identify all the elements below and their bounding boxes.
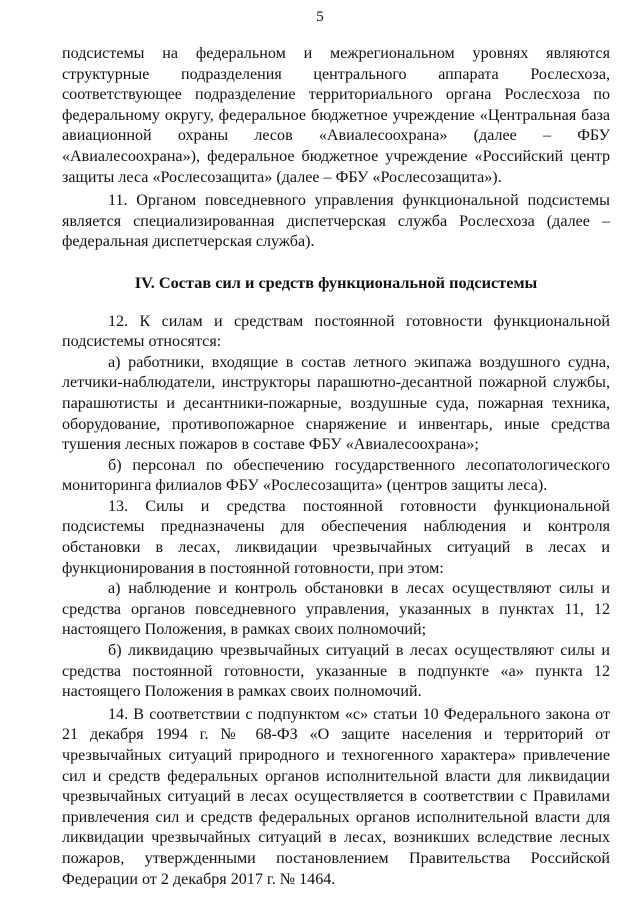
- paragraph-12-b: б) персонал по обеспечению государственного лесопатологического мониторинга филиалов ФБУ «Рослесозащита» (центров защиты леса).: [62, 456, 610, 495]
- page-number: 5: [316, 9, 324, 25]
- paragraph-12: 12. К силам и средствам постоянной готовности функциональной подсистемы относятся:: [62, 312, 610, 351]
- paragraph-11: 11. Органом повседневного управления функциональной подсистемы является специализированная диспетчерская служба Рослесхоза (далее – федеральная диспетчерская служба).: [62, 192, 610, 251]
- paragraph-10-continuation: подсистемы на федеральном и межрегиональном уровнях являются структурные подразделения центрального аппарата Рослесхоза, соответствующее подразделение территориального органа Рослесхоза по федеральному округу, федеральное бюджетное учреждение «Центральная база авиационной охраны лесов «Авиалесоохрана» (далее – ФБУ «Авиалесоохрана»), федеральное бюджетное учреждение «Российский центр защиты леса «Рослесозащита» (далее – ФБУ «Рослесозащита»).: [62, 45, 610, 186]
- paragraph-13-a: а) наблюдение и контроль обстановки в лесах осуществляют силы и средства органов повседневного управления, указанных в пунктах 11, 12 настоящего Положения, в рамках своих полномочий;: [62, 580, 610, 639]
- section-heading-iv: IV. Состав сил и средств функциональной подсистемы: [134, 272, 538, 292]
- paragraph-13: 13. Силы и средства постоянной готовности функциональной подсистемы предназначены для обеспечения наблюдения и контроля обстановки в лесах, ликвидации чрезвычайных ситуаций в лесах и функционирования в постоянной готовности, при этом:: [62, 497, 610, 577]
- paragraph-13-b: б) ликвидацию чрезвычайных ситуаций в лесах осуществляют силы и средства постоянной готовности, указанные в подпункте «а» пункта 12 настоящего Положения в рамках своих полномочий.: [62, 642, 610, 701]
- paragraph-12-a: а) работники, входящие в состав летного экипажа воздушного судна, летчики-наблюдатели, инструкторы парашютно-десантной пожарной службы, парашютисты и десантники-пожарные, воздушные суда, пожарная техника, оборудование, противопожарное снаряжение и инвентарь, иные средства тушения лесных пожаров в составе ФБУ «Авиалесоохрана»;: [62, 353, 610, 454]
- paragraph-14: 14. В соответствии с подпунктом «с» статьи 10 Федерального закона от 21 декабря 1994 г. № 68-ФЗ «О защите населения и территорий от чрезвычайных ситуаций природного и техногенного характера» привлечение сил и средств федеральных органов исполнительной власти для ликвидации чрезвычайных ситуаций в лесах осуществляется в соответствии с Правилами привлечения сил и средств федеральных органов исполнительной власти для ликвидации чрезвычайных ситуаций в лесах, возникших вследствие лесных пожаров, утвержденными постановлением Правительства Российской Федерации от 2 декабря 2017 г. № 1464.: [62, 705, 610, 888]
- document-body: [62, 44, 610, 890]
